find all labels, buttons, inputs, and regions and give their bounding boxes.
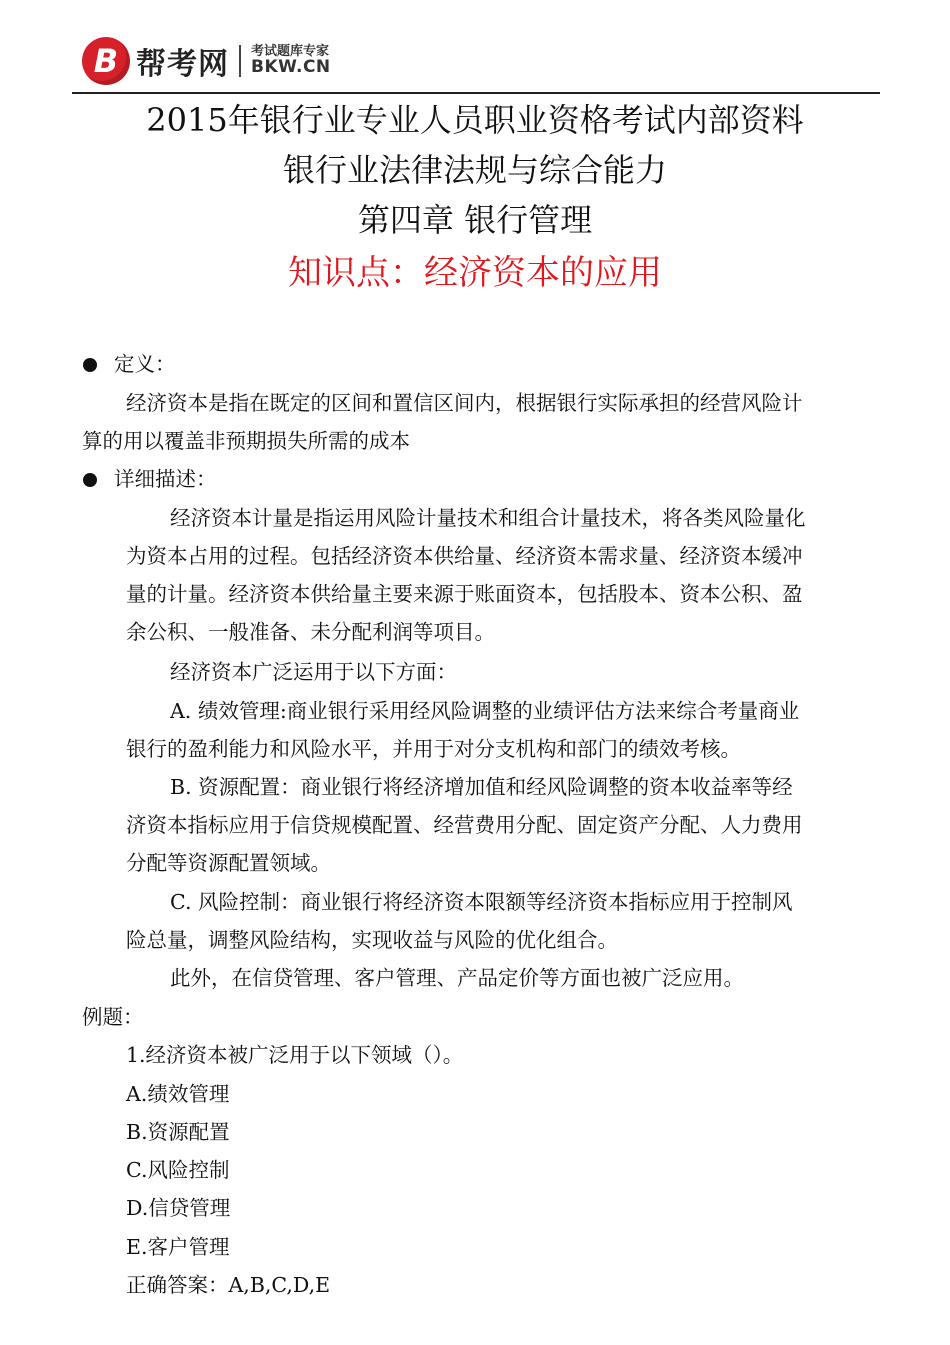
item-c-line: C. 风险控制：商业银行将经济资本限额等经济资本指标应用于控制风 [170,890,793,914]
example-option: B.资源配置 [126,1120,230,1144]
example-question: 1.经济资本被广泛用于以下领域（）。 [126,1043,464,1067]
header-divider [72,92,880,94]
site-logo [82,36,331,86]
definition-heading: 定义： [114,352,176,376]
details-paragraph-line: 量的计量。经济资本供给量主要来源于账面资本，包括股本、资本公积、盈 [126,582,803,606]
example-heading: 例题： [82,1005,144,1029]
details-paragraph-line: 经济资本广泛运用于以下方面： [170,660,457,684]
item-c-line: 险总量，调整风险结构，实现收益与风险的优化组合。 [126,928,618,952]
bullet-icon [83,358,97,372]
definition-line: 经济资本是指在既定的区间和置信区间内，根据银行实际承担的经营风险计 [126,391,803,415]
example-option: D.信贷管理 [126,1196,231,1220]
details-paragraph-line: 此外，在信贷管理、客户管理、产品定价等方面也被广泛应用。 [170,966,744,990]
details-paragraph-line: 为资本占用的过程。包括经济资本供给量、经济资本需求量、经济资本缓冲 [126,544,803,568]
doc-subject: 银行业法律法规与综合能力 [282,151,667,189]
doc-chapter: 第四章 银行管理 [357,201,593,239]
logo-mark-icon: B [82,37,130,85]
details-heading: 详细描述： [114,467,217,491]
logo-tagline-block [251,45,331,76]
logo-name: 帮考网 [136,47,229,82]
details-paragraph-line: 余公积、一般准备、未分配利润等项目。 [126,620,495,644]
item-a-line: A. 绩效管理:商业银行采用经风险调整的业绩评估方法来综合考量商业 [170,699,800,723]
definition-line: 算的用以覆盖非预期损失所需的成本 [82,429,410,453]
bullet-icon [83,473,97,487]
example-option: A.绩效管理 [126,1082,230,1106]
details-paragraph-line: 经济资本计量是指运用风险计量技术和组合计量技术，将各类风险量化 [170,506,806,530]
example-option: C.风险控制 [126,1158,230,1182]
example-option: E.客户管理 [126,1235,230,1259]
item-b-line: 济资本指标应用于信贷规模配置、经营费用分配、固定资产分配、人力费用 [126,813,803,837]
logo-divider [239,45,241,77]
example-answer: 正确答案：A,B,C,D,E [126,1273,331,1297]
item-a-line: 银行的盈利能力和风险水平，并用于对分支机构和部门的绩效考核。 [126,737,741,761]
logo-tagline: 考试题库专家 [251,44,330,60]
doc-topic: 知识点：经济资本的应用 [288,253,662,293]
item-b-line: B. 资源配置：商业银行将经济增加值和经风险调整的资本收益率等经 [170,775,793,799]
logo-domain: BKW.CN [251,56,331,77]
item-b-line: 分配等资源配置领域。 [126,851,331,875]
doc-title: 2015年银行业专业人员职业资格考试内部资料 [146,101,804,139]
